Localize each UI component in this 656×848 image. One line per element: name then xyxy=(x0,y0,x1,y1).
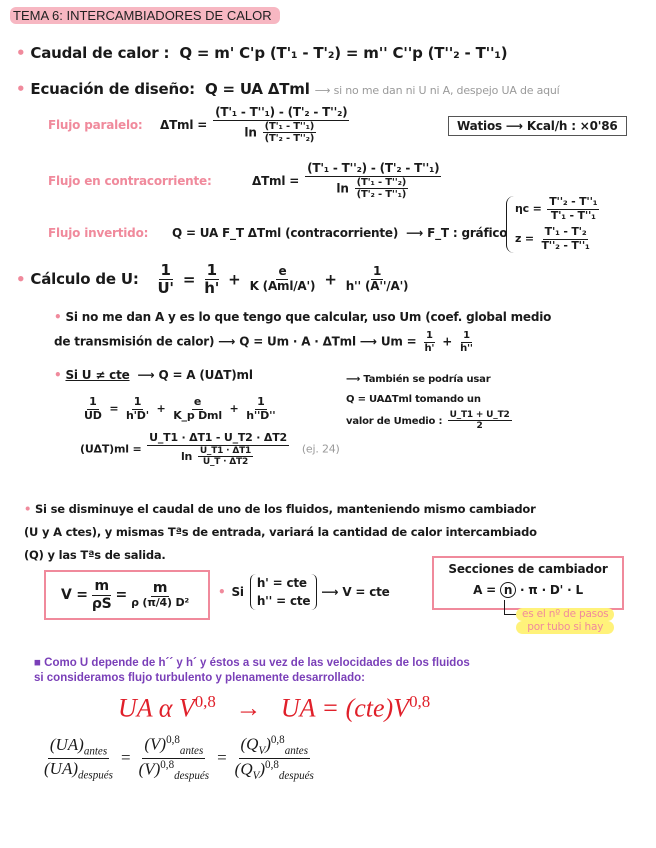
paralelo-ln-fraction xyxy=(263,121,316,145)
u-t1-num: 1 xyxy=(206,261,217,279)
si-u-note xyxy=(346,370,514,432)
secciones-n: n xyxy=(500,582,516,598)
contracorriente-label: Flujo en contracorriente: xyxy=(48,173,212,188)
note-line-1: ⟶ También se podría usar xyxy=(346,374,491,385)
u-t1-fraction xyxy=(202,262,221,298)
ud-lhs-num: 1 xyxy=(89,395,97,408)
red-formula-right: UA = (cte)V xyxy=(280,693,410,723)
si-u-formula: ⟶ Q = A (UΔT)ml xyxy=(137,368,253,382)
ud-plus-1: + xyxy=(156,402,166,416)
secciones-box xyxy=(432,556,624,610)
u-t2-den: K (Aml/A') xyxy=(249,279,316,294)
final-formula xyxy=(40,734,318,783)
qv-ratio xyxy=(233,734,316,783)
v-f2-num: m xyxy=(152,580,168,597)
diseno-formula: Q = UA ΔTml xyxy=(204,80,310,98)
v-f2-den: ρ (π/4) D² xyxy=(131,596,189,610)
velocidad-box xyxy=(44,570,210,620)
ud-lhs-fraction xyxy=(82,396,104,422)
si-dan-line1 xyxy=(54,310,551,324)
uat-den xyxy=(179,446,257,468)
invertido-block xyxy=(48,226,507,240)
paralelo-block xyxy=(48,106,351,145)
u-t2-num: e xyxy=(278,264,287,279)
disminuye-line-2: (U y A ctes), y mismas Tªs de entrada, variará la cantidad de calor intercambiado xyxy=(24,525,537,539)
uat-ln-den: U_T · ΔT2 xyxy=(202,456,249,467)
u-plus-2: + xyxy=(324,270,337,289)
si-dan-line2 xyxy=(54,330,477,354)
watios-box: Watios ⟶ Kcal/h : ×0'86 xyxy=(448,116,627,136)
u-eq: = xyxy=(182,270,196,289)
secciones-formula xyxy=(434,582,622,598)
v-despues-sub: después xyxy=(174,769,210,782)
bullet-icon: • xyxy=(54,310,62,324)
u-t3-fraction xyxy=(344,265,411,294)
u-lhs-num: 1 xyxy=(160,261,171,279)
ua-ratio xyxy=(42,735,115,782)
v-lhs: V = xyxy=(60,587,88,603)
si-u-line xyxy=(54,368,253,382)
bullet-icon: • xyxy=(54,368,62,382)
um-t1-den: h' xyxy=(424,342,435,354)
um-t2-fraction xyxy=(458,330,475,354)
final-eq-2: = xyxy=(217,748,227,768)
ud-t3-den: h''D'' xyxy=(246,408,276,422)
bullet-icon: • xyxy=(218,585,226,599)
u-t2-fraction xyxy=(248,265,318,294)
ua-antes-sub: antes xyxy=(83,745,108,758)
u-t3-den: h'' (A''/A') xyxy=(345,279,409,294)
contracorriente-denominator xyxy=(334,177,412,201)
uat-ln-num: U_T1 · ΔT1 xyxy=(199,445,252,456)
final-eq-1: = xyxy=(120,748,131,768)
ud-plus-2: + xyxy=(229,402,239,416)
como-u-line-1: ■ Como U depende de h´´ y h´ y éstos a su vez de las velocidades de los fluidos xyxy=(34,657,470,669)
red-formula-exp: 0,8 xyxy=(194,692,216,711)
uat-fraction xyxy=(147,432,289,467)
contracorriente-lhs: ΔTml = xyxy=(251,173,300,188)
ud-t2-num: e xyxy=(193,395,202,408)
como-u-line-2: si consideramos flujo turbulento y plenamente desarrollado: xyxy=(34,672,366,684)
secciones-rest: · π · D' · L xyxy=(519,583,583,597)
uat-ln-fraction xyxy=(198,446,253,468)
uat-lhs: (UΔT)ml = xyxy=(80,442,142,456)
uat-num: U_T1 · ΔT1 - U_T2 · ΔT2 xyxy=(149,431,287,444)
umedio-fraction xyxy=(448,410,512,432)
note-line-3 xyxy=(346,410,514,432)
v-f2-fraction xyxy=(129,580,191,610)
calculo-u-line xyxy=(16,262,412,298)
ua-ratio-den xyxy=(42,759,115,782)
nota-pasos-line-2: por tubo si hay xyxy=(516,621,614,634)
paralelo-fraction xyxy=(213,106,349,145)
contracorriente-fraction xyxy=(305,162,441,201)
qv-antes-v: V xyxy=(258,745,266,758)
title-badge: TEMA 6: INTERCAMBIADORES DE CALOR xyxy=(10,7,280,24)
caudal-formula: Q = m' C'p (T'₁ - T'₂) = m'' C''p (T''₂ - T''₁) xyxy=(179,44,508,62)
v-antes-sub: antes xyxy=(179,745,204,758)
bullet-icon: • xyxy=(16,270,26,289)
eta-row xyxy=(515,196,601,222)
bullet-icon: • xyxy=(24,502,32,516)
z-fraction xyxy=(540,226,592,252)
page-title xyxy=(10,8,280,23)
ud-t1-den: h'D' xyxy=(125,408,149,422)
u-t3-num: 1 xyxy=(372,264,382,279)
calculo-u-label: Cálculo de U: xyxy=(30,270,139,289)
paralelo-denominator xyxy=(242,121,320,145)
invertido-arrow: ⟶ F_T : gráfico xyxy=(406,226,508,240)
v-ratio xyxy=(137,734,212,783)
red-formula xyxy=(118,692,430,724)
si-dan-text2: de transmisión de calor) ⟶ Q = Um · A · ΔTml ⟶ Um = xyxy=(54,334,417,349)
v-despues-exp: 0,8 xyxy=(160,758,175,771)
um-t1-fraction xyxy=(423,330,437,354)
v-antes: (V) xyxy=(144,734,167,754)
eta-lhs: ηc = xyxy=(515,202,542,216)
nota-pasos xyxy=(516,608,614,634)
si-cte-brace xyxy=(250,574,318,610)
u-plus-1: + xyxy=(228,270,241,289)
um-t2-num: 1 xyxy=(463,330,470,341)
si-cte-l2: h'' = cte xyxy=(256,594,311,608)
si-cte-l1: h' = cte xyxy=(256,576,307,590)
como-u-block xyxy=(34,656,470,686)
umedio-num: U_T1 + U_T2 xyxy=(449,410,510,420)
paralelo-numerator: (T'₁ - T''₁) - (T'₂ - T''₂) xyxy=(215,105,348,119)
ud-t2-fraction xyxy=(171,396,224,422)
secciones-a: A = xyxy=(473,583,496,597)
si-cte-si: Si xyxy=(231,585,244,599)
si-dan-text1: Si no me dan A y es lo que tengo que calcular, uso Um (coef. global medio xyxy=(65,310,552,324)
ud-formula xyxy=(80,396,279,422)
ua-despues-sub: después xyxy=(77,769,113,782)
qv-ratio-den: $(Q_V)^{0,8}_{después}$ xyxy=(234,758,314,782)
bullet-icon: • xyxy=(16,80,26,98)
caudal-line xyxy=(16,44,507,62)
eta-fraction xyxy=(547,196,599,222)
u-lhs-den: U' xyxy=(157,279,174,298)
um-t1-num: 1 xyxy=(426,330,433,341)
diseno-label: Ecuación de diseño: xyxy=(30,80,195,98)
ud-t1-fraction xyxy=(124,396,151,422)
paralelo-lhs: ΔTml = xyxy=(159,117,208,132)
qv-antes: (Q xyxy=(240,734,259,754)
v-antes-exp: 0,8 xyxy=(166,734,180,746)
z-row xyxy=(515,226,601,252)
diseno-note: ⟶ si no me dan ni U ni A, despejo UA de aquí xyxy=(314,84,560,97)
qv-antes-exp: 0,8 xyxy=(270,734,285,746)
si-cte-result: ⟶ V = cte xyxy=(321,585,390,599)
uat-formula xyxy=(80,432,340,467)
red-formula-arrow: → xyxy=(235,693,262,723)
paralelo-ln: ln xyxy=(244,125,257,140)
v-f1-fraction xyxy=(90,578,114,611)
note-line-3-text: valor de Umedio : xyxy=(346,415,443,427)
qv-ratio-num: $(Q_V)^{0,8}_{antes}$ xyxy=(240,734,309,758)
z-num: T'₁ - T'₂ xyxy=(544,225,587,239)
ud-t2-den: K_p Dml xyxy=(173,408,222,422)
contracorriente-ln-fraction xyxy=(355,177,408,201)
qv-despues-exp: 0,8 xyxy=(265,758,279,771)
disminuye-line-1 xyxy=(24,498,537,521)
red-formula-left: UA α V xyxy=(118,693,195,723)
u-t1-den: h' xyxy=(204,279,220,298)
contracorriente-numerator: (T'₁ - T''₂) - (T'₂ - T''₁) xyxy=(307,161,440,175)
disminuye-line-3: (Q) y las Tªs de salida. xyxy=(24,548,166,562)
ud-t3-fraction xyxy=(244,396,277,422)
note-line-2: Q = UAΔTml tomando un xyxy=(346,394,481,405)
invertido-label: Flujo invertido: xyxy=(48,226,149,240)
contracorriente-ln-den: (T'₂ - T''₁) xyxy=(356,189,407,201)
si-cte-block xyxy=(218,574,390,610)
contracorriente-ln: ln xyxy=(336,181,349,196)
paralelo-ln-den: (T'₂ - T''₂) xyxy=(264,133,315,145)
v-f1-den: ρS xyxy=(91,595,112,612)
z-den: T''₂ - T''₁ xyxy=(541,238,590,252)
ud-lhs-den: UD xyxy=(84,408,102,422)
z-lhs: z = xyxy=(515,232,534,246)
uat-ln: ln xyxy=(180,449,193,463)
eta-num: T''₂ - T''₁ xyxy=(549,195,598,208)
disminuye-text-1: Si se disminuye el caudal de uno de los fluidos, manteniendo mismo cambiador xyxy=(34,502,536,516)
qv-despues: (Q xyxy=(234,759,253,779)
ua-ratio-num xyxy=(48,735,109,759)
bullet-icon: • xyxy=(16,44,26,62)
v-ratio-den xyxy=(137,759,212,783)
um-plus: + xyxy=(442,334,453,349)
ud-t3-num: 1 xyxy=(257,395,265,408)
v-f1-num: m xyxy=(94,578,109,595)
qv-despues-sub: después xyxy=(278,769,314,782)
invertido-brace xyxy=(506,196,601,253)
v-eq: = xyxy=(115,587,128,603)
um-t2-den: h'' xyxy=(460,342,473,354)
diseno-line xyxy=(16,80,560,98)
si-u-label: Si U ≠ cte xyxy=(65,368,130,382)
ud-eq: = xyxy=(109,402,119,416)
paralelo-label: Flujo paralelo: xyxy=(48,117,143,132)
caudal-label: Caudal de calor : xyxy=(30,44,170,62)
ua-despues: (UA) xyxy=(44,758,78,778)
ud-t1-num: 1 xyxy=(133,395,142,408)
qv-despues-v: V xyxy=(252,769,260,782)
nota-pasos-line-1: es el nº de pasos xyxy=(516,608,614,621)
paralelo-ln-num: (T'₁ - T''₁) xyxy=(264,120,315,132)
u-lhs-fraction xyxy=(155,262,175,298)
secciones-title: Secciones de cambiador xyxy=(448,562,608,576)
invertido-formula: Q = UA F_T ΔTml (contracorriente) xyxy=(171,226,399,240)
v-ratio-num xyxy=(142,734,205,759)
contracorriente-ln-num: (T'₁ - T''₂) xyxy=(356,176,407,188)
v-despues: (V) xyxy=(138,759,161,779)
umedio-den: 2 xyxy=(476,421,483,432)
eta-den: T'₁ - T''₁ xyxy=(550,208,596,222)
red-formula-exp2: 0,8 xyxy=(409,692,431,711)
ua-antes: (UA) xyxy=(49,734,84,754)
contracorriente-block xyxy=(48,162,443,201)
ej-reference: (ej. 24) xyxy=(301,442,340,456)
qv-antes-sub: antes xyxy=(284,745,309,758)
